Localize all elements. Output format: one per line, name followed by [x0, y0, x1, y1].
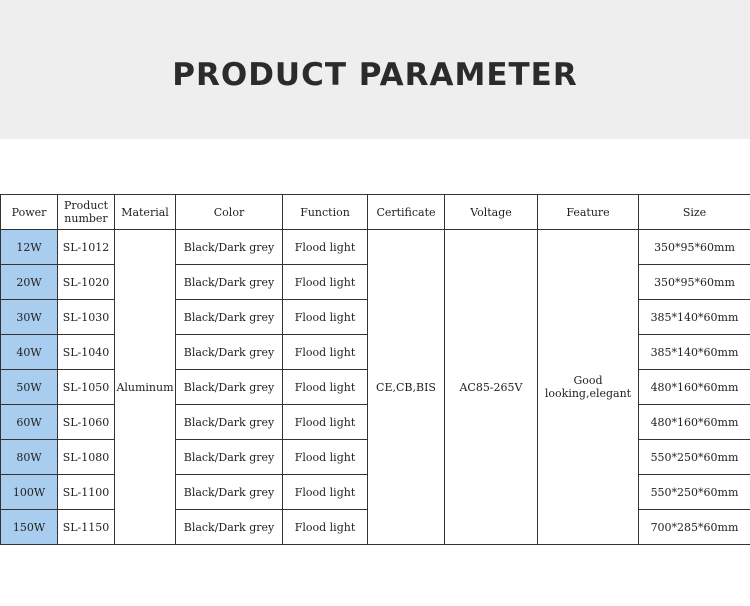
- column-header-size: Size: [639, 195, 750, 230]
- color-cell: Black/Dark grey: [176, 510, 283, 545]
- color-cell: Black/Dark grey: [176, 265, 283, 300]
- voltage-cell: AC85-265V: [445, 230, 538, 545]
- power-cell: 80W: [1, 440, 58, 475]
- power-cell: 50W: [1, 370, 58, 405]
- function-cell: Flood light: [283, 300, 368, 335]
- column-header-color: Color: [176, 195, 283, 230]
- size-cell: 385*140*60mm: [639, 335, 750, 370]
- power-cell: 30W: [1, 300, 58, 335]
- column-header-certificate: Certificate: [368, 195, 445, 230]
- function-cell: Flood light: [283, 230, 368, 265]
- column-header-feature: Feature: [538, 195, 639, 230]
- product-number-cell: SL-1050: [58, 370, 115, 405]
- color-cell: Black/Dark grey: [176, 405, 283, 440]
- product-number-cell: SL-1060: [58, 405, 115, 440]
- product-number-cell: SL-1020: [58, 265, 115, 300]
- function-cell: Flood light: [283, 405, 368, 440]
- column-header-power: Power: [1, 195, 58, 230]
- material-cell: Aluminum: [115, 230, 176, 545]
- power-cell: 100W: [1, 475, 58, 510]
- product-number-cell: SL-1012: [58, 230, 115, 265]
- table-row: [1, 230, 750, 265]
- size-cell: 385*140*60mm: [639, 300, 750, 335]
- title-banner: [0, 0, 750, 139]
- page-title: PRODUCT PARAMETER: [172, 56, 578, 93]
- size-cell: 700*285*60mm: [639, 510, 750, 545]
- certificate-cell: CE,CB,BIS: [368, 230, 445, 545]
- product-parameter-table: [0, 194, 750, 545]
- size-cell: 350*95*60mm: [639, 230, 750, 265]
- size-cell: 480*160*60mm: [639, 405, 750, 440]
- product-number-cell: SL-1040: [58, 335, 115, 370]
- color-cell: Black/Dark grey: [176, 370, 283, 405]
- power-cell: 12W: [1, 230, 58, 265]
- function-cell: Flood light: [283, 510, 368, 545]
- column-header-voltage: Voltage: [445, 195, 538, 230]
- function-cell: Flood light: [283, 370, 368, 405]
- function-cell: Flood light: [283, 440, 368, 475]
- function-cell: Flood light: [283, 475, 368, 510]
- product-number-cell: SL-1030: [58, 300, 115, 335]
- table-header-row: [1, 195, 750, 230]
- color-cell: Black/Dark grey: [176, 440, 283, 475]
- size-cell: 350*95*60mm: [639, 265, 750, 300]
- power-cell: 40W: [1, 335, 58, 370]
- power-cell: 60W: [1, 405, 58, 440]
- power-cell: 150W: [1, 510, 58, 545]
- column-header-material: Material: [115, 195, 176, 230]
- size-cell: 550*250*60mm: [639, 440, 750, 475]
- color-cell: Black/Dark grey: [176, 335, 283, 370]
- column-header-product-number: Product number: [58, 195, 115, 230]
- power-cell: 20W: [1, 265, 58, 300]
- function-cell: Flood light: [283, 265, 368, 300]
- color-cell: Black/Dark grey: [176, 475, 283, 510]
- product-number-cell: SL-1150: [58, 510, 115, 545]
- column-header-function: Function: [283, 195, 368, 230]
- color-cell: Black/Dark grey: [176, 230, 283, 265]
- feature-cell: Good looking,elegant: [538, 230, 639, 545]
- product-number-cell: SL-1100: [58, 475, 115, 510]
- product-number-cell: SL-1080: [58, 440, 115, 475]
- size-cell: 480*160*60mm: [639, 370, 750, 405]
- size-cell: 550*250*60mm: [639, 475, 750, 510]
- color-cell: Black/Dark grey: [176, 300, 283, 335]
- function-cell: Flood light: [283, 335, 368, 370]
